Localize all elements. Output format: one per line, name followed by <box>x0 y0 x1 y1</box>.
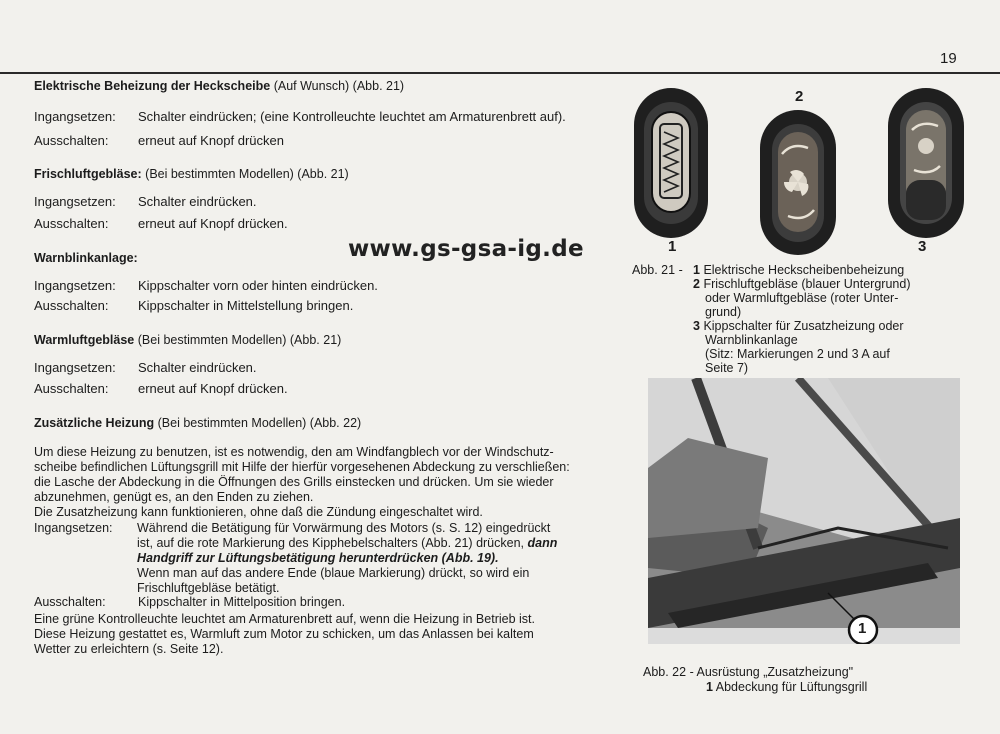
text-fragment: ist, auf die rote Markierung des Kipphebelschalters (Abb. 21) drücken, <box>137 536 525 550</box>
section-warnblink-heading <box>34 251 138 265</box>
row-label: Ingangsetzen: <box>34 109 116 124</box>
text-emphasis: dann <box>527 536 558 550</box>
section-note: (Bei bestimmten Modellen) (Abb. 22) <box>157 416 362 430</box>
row-value: Kippschalter in Mittelstellung bringen. <box>138 298 354 313</box>
text-line: Wenn man auf das andere Ende (blaue Markierung) drückt, so wird ein <box>137 566 530 580</box>
caption-num: 1 <box>693 263 700 277</box>
row-value: erneut auf Knopf drücken <box>138 133 284 148</box>
caption-num: 1 <box>706 680 713 694</box>
caption-text: Frischluftgebläse (blauer Untergrund) <box>703 277 911 291</box>
page-number: 19 <box>940 50 957 67</box>
caption-line: Warnblinkanlage <box>705 333 798 347</box>
section-title: Warnblinkanlage: <box>34 251 138 265</box>
caption-text: Elektrische Heckscheibenbeheizung <box>703 263 905 277</box>
caption-line <box>693 263 983 277</box>
caption-line: oder Warmluftgebläse (roter Unter- <box>705 291 899 305</box>
section-note: (Bei bestimmten Modellen) (Abb. 21) <box>137 333 342 347</box>
row-value: Kippschalter vorn oder hinten eindrücken. <box>138 278 378 293</box>
section-title: Warmluftgebläse <box>34 333 135 347</box>
windshield-photo <box>648 378 960 644</box>
section-note: (Auf Wunsch) (Abb. 21) <box>273 79 405 93</box>
zusatz-ing-label: Ingangsetzen: <box>34 521 113 535</box>
caption-line <box>693 319 983 333</box>
row-value: erneut auf Knopf drücken. <box>138 216 288 231</box>
row-value: Schalter eindrücken; (eine Kontrolleuchte leuchtet am Armaturenbrett auf). <box>138 109 566 124</box>
section-frischluft-heading <box>34 167 349 181</box>
text-emphasis: Handgriff zur Lüftungsbetätigung herunterdrücken (Abb. 19). <box>137 551 499 565</box>
zusatz-ing-text <box>137 521 617 596</box>
caption-line: grund) <box>705 305 742 319</box>
section-note: (Bei bestimmten Modellen) (Abb. 21) <box>145 167 349 181</box>
rear-window-heater-switch-icon <box>634 88 708 238</box>
caption-num: 2 <box>693 277 700 291</box>
caption-text: Abdeckung für Lüftungsgrill <box>715 680 868 694</box>
text-line: Während die Betätigung für Vorwärmung des Motors (s. S. 12) eingedrückt <box>137 521 551 535</box>
text-line <box>137 536 617 551</box>
row-label: Ingangsetzen: <box>34 360 116 375</box>
text-line: die Lasche der Abdeckung in die Öffnungen des Grills einstecken und drücken. Um sie wieder <box>34 475 554 489</box>
fig21-label-3: 3 <box>918 238 927 255</box>
section-heckscheibe-heading <box>34 79 404 93</box>
zusatz-intro <box>34 445 634 520</box>
row-label: Ausschalten: <box>34 298 109 313</box>
fig21-label-1: 1 <box>668 238 677 255</box>
row-label: Ingangsetzen: <box>34 194 116 209</box>
row-value: Schalter eindrücken. <box>138 360 257 375</box>
caption-line: Seite 7) <box>705 361 749 375</box>
text-line: Um diese Heizung zu benutzen, ist es notwendig, den am Windfangblech vor der Windschutz- <box>34 445 554 459</box>
text-line: Diese Heizung gestattet es, Warmluft zum Motor zu schicken, um das Anlassen bei kaltem <box>34 627 534 641</box>
section-title: Zusätzliche Heizung <box>34 416 155 430</box>
fig22-caption-line2 <box>706 680 867 694</box>
website-watermark: www.gs-gsa-ig.de <box>348 236 584 262</box>
fan-switch-icon <box>760 110 836 255</box>
text-line: Die Zusatzheizung kann funktionieren, ohne daß die Zündung eingeschaltet wird. <box>34 505 483 519</box>
section-title: Frischluftgebläse: <box>34 167 142 181</box>
text-line: abzunehmen, genügt es, an den Enden zu ziehen. <box>34 490 314 504</box>
section-title: Elektrische Beheizung der Heckscheibe <box>34 79 271 93</box>
section-zusatz-heading <box>34 416 361 430</box>
fig21-caption-prefix: Abb. 21 - <box>632 263 683 277</box>
caption-line <box>693 277 983 291</box>
row-value: Kippschalter in Mittelposition bringen. <box>138 595 346 609</box>
text-line: Wetter zu erleichtern (s. Seite 12). <box>34 642 224 656</box>
text-line: Frischluftgebläse betätigt. <box>137 581 280 595</box>
text-line: scheibe befindlichen Lüftungsgrill mit Hilfe der hierfür vorgesehenen Abdeckung zu verschließen: <box>34 460 570 474</box>
toggle-switch-icon <box>888 88 964 238</box>
row-label: Ingangsetzen: <box>34 278 116 293</box>
row-value: erneut auf Knopf drücken. <box>138 381 288 396</box>
fig21-caption-list <box>693 263 983 375</box>
section-warmluft-heading <box>34 333 341 347</box>
row-label: Ausschalten: <box>34 381 109 396</box>
row-label: Ausschalten: <box>34 216 109 231</box>
switch-illustration <box>630 80 970 255</box>
row-value: Schalter eindrücken. <box>138 194 257 209</box>
text-line: Eine grüne Kontrolleuchte leuchtet am Armaturenbrett auf, wenn die Heizung in Betrieb ist. <box>34 612 535 626</box>
text-line <box>137 551 617 566</box>
row-label: Ausschalten: <box>34 133 109 148</box>
row-label: Ausschalten: <box>34 595 106 609</box>
caption-line: (Sitz: Markierungen 2 und 3 A auf <box>705 347 890 361</box>
fig21-label-2: 2 <box>795 88 804 105</box>
header-rule <box>0 72 1000 74</box>
caption-num: 3 <box>693 319 700 333</box>
fig22-caption-line1: Abb. 22 - Ausrüstung „Zusatzheizung" <box>643 665 854 679</box>
caption-text: Kippschalter für Zusatzheizung oder <box>703 319 904 333</box>
zusatz-outro <box>34 612 634 657</box>
fig22-callout: 1 <box>858 620 867 637</box>
